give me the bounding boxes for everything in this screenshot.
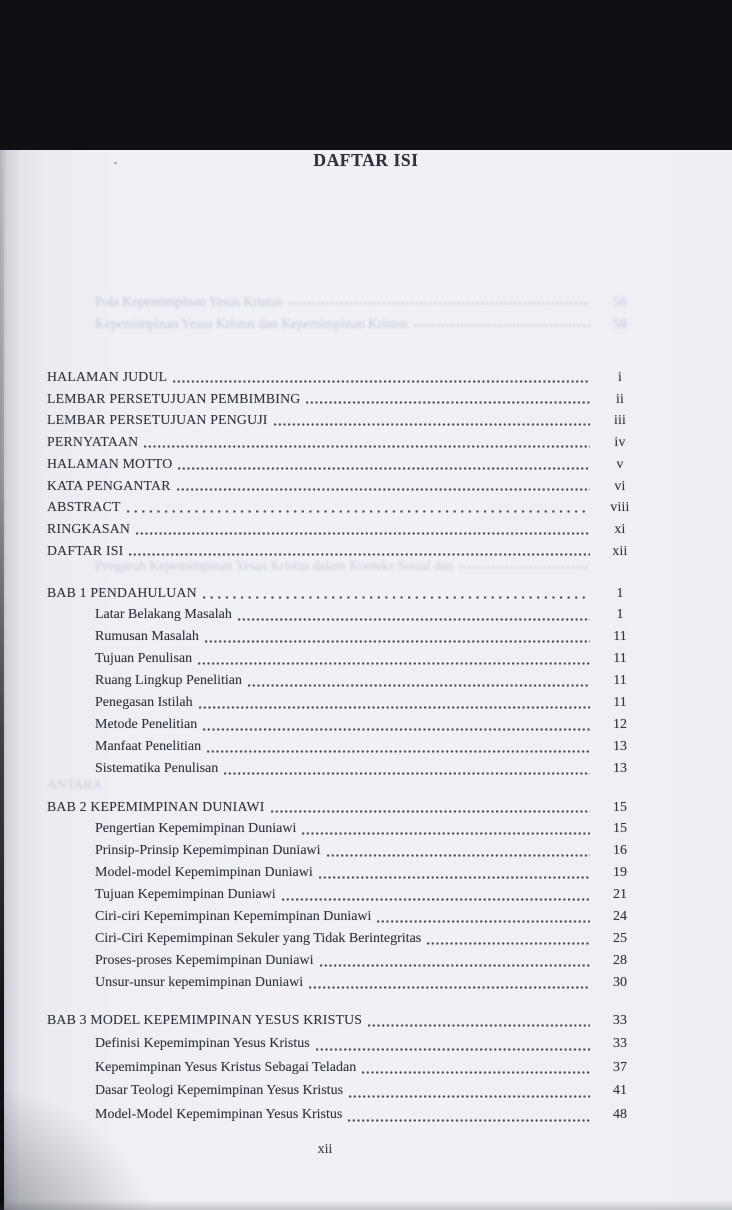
page-number: 37 <box>613 1059 627 1075</box>
toc-row <box>47 950 642 972</box>
dot-leader <box>427 941 590 946</box>
toc-entry-label: Sistematika Penulisan <box>95 761 219 777</box>
toc-row <box>47 928 642 950</box>
chapter-heading-row <box>47 582 642 604</box>
page-number: 28 <box>613 953 627 969</box>
chapter-heading-label: BAB 1 PENDAHULUAN <box>47 585 197 601</box>
page-number: 24 <box>613 909 627 925</box>
chapter-heading-row <box>47 796 642 818</box>
toc-entry-label: Tujuan Penulisan <box>95 651 193 667</box>
chapter-section <box>47 1008 642 1127</box>
toc-entry-label: Metode Penelitian <box>95 717 198 733</box>
page-number: i <box>617 369 623 384</box>
page-number: 1 <box>616 607 624 623</box>
toc-row <box>47 431 642 453</box>
dot-leader <box>199 705 590 710</box>
page-number: 13 <box>613 761 627 777</box>
toc-entry-label: HALAMAN JUDUL <box>47 369 168 384</box>
toc-entry-label: LEMBAR PERSETUJUAN PENGUJI <box>47 412 268 428</box>
toc-row <box>47 409 642 431</box>
bleedthrough-text: Kepemimpinan Yesus Kristus dan Kepemimpinan Kristen <box>95 316 408 331</box>
page-number: 1 <box>616 585 624 601</box>
toc-row <box>47 475 642 497</box>
page-number: 19 <box>613 865 627 881</box>
toc-row <box>47 670 642 692</box>
toc-entry-label: Ciri-ciri Kepemimpinan Kepemimpinan Duniawi <box>95 909 372 925</box>
dot-leader <box>127 509 590 514</box>
dot-leader <box>362 1070 590 1075</box>
bleedthrough-text: Pola Kepemimpinan Yesus Kristus <box>95 294 283 309</box>
toc-row <box>47 540 642 562</box>
bleedthrough-text: ANTARA <box>47 777 103 792</box>
toc-entry-label: Proses-proses Kepemimpinan Duniawi <box>95 953 314 969</box>
bleedthrough-page-number: 56 <box>613 294 627 309</box>
toc-row <box>47 758 642 780</box>
toc-entry-label: Prinsip-Prinsip Kepemimpinan Duniawi <box>95 843 321 859</box>
toc-entry-label: Penegasan Istilah <box>95 695 193 711</box>
page-number: iv <box>614 434 626 450</box>
footer-page-number: xii <box>317 1142 333 1157</box>
toc-row <box>47 906 642 928</box>
toc-row <box>47 604 642 626</box>
chapter-section <box>47 796 642 994</box>
page-number: 13 <box>613 739 627 755</box>
dot-leader <box>224 771 590 776</box>
page-number: vi <box>614 477 626 493</box>
page-number: 48 <box>613 1107 627 1123</box>
toc-row <box>47 518 642 540</box>
toc-entry-label: Dasar Teologi Kepemimpinan Yesus Kristus <box>95 1083 344 1099</box>
page-number: 25 <box>613 931 627 947</box>
dot-leader <box>205 639 590 644</box>
dot-leader <box>282 897 590 902</box>
toc-entry-label: Unsur-unsur kepemimpinan Duniawi <box>95 975 304 991</box>
page-number: 41 <box>613 1083 627 1099</box>
dot-leader <box>207 749 590 754</box>
page-sheet <box>0 150 732 1210</box>
toc-entry-label: Model-Model Kepemimpinan Yesus Kristus <box>95 1107 343 1123</box>
dot-leader <box>198 661 590 666</box>
page-number: 12 <box>613 717 627 733</box>
toc-row <box>47 840 642 862</box>
page-number: 30 <box>613 975 627 991</box>
dot-leader <box>203 727 590 732</box>
dot-leader <box>368 1023 590 1028</box>
page-number: 33 <box>612 1012 628 1028</box>
toc-row <box>47 1056 642 1080</box>
dot-leader <box>316 1047 590 1052</box>
dot-leader <box>320 963 590 968</box>
bleedthrough-line <box>95 294 642 310</box>
toc-entry-label: Pengertian Kepemimpinan Duniawi <box>95 821 297 837</box>
chapter-heading-label: BAB 2 KEPEMIMPINAN DUNIAWI <box>47 799 265 815</box>
chapter-section <box>47 582 642 780</box>
dot-leader <box>203 595 590 600</box>
dot-leader <box>248 683 590 688</box>
page-number: v <box>616 455 624 471</box>
toc-entry-label: Rumusan Masalah <box>95 629 199 645</box>
page-number: 33 <box>613 1036 627 1052</box>
page-title: DAFTAR ISI <box>313 150 419 170</box>
toc-row <box>47 736 642 758</box>
toc-entry-label: DAFTAR ISI <box>47 542 124 558</box>
toc-row <box>47 1079 642 1103</box>
toc-entry-label: Tujuan Kepemimpinan Duniawi <box>95 887 276 903</box>
dot-leader <box>238 617 590 622</box>
dot-leader <box>306 400 590 405</box>
toc-entry-label: KATA PENGANTAR <box>47 477 171 493</box>
toc-entry-label: Definisi Kepemimpinan Yesus Kristus <box>95 1036 310 1052</box>
page-number: 21 <box>613 887 627 903</box>
front-matter-list <box>47 366 642 561</box>
toc-row <box>47 453 642 475</box>
page-number: viii <box>610 499 630 515</box>
dot-leader <box>129 552 590 557</box>
page-number: 15 <box>613 821 627 837</box>
toc-row <box>47 714 642 736</box>
toc-entry-label: Kepemimpinan Yesus Kristus Sebagai Teladan <box>95 1059 357 1075</box>
dot-leader <box>377 919 590 924</box>
toc-entry-label: Ruang Lingkup Penelitian <box>95 673 242 689</box>
toc-row <box>47 1103 642 1127</box>
dot-leader <box>349 1094 590 1099</box>
dot-leader <box>302 831 590 836</box>
toc-entry-label: Manfaat Penelitian <box>95 739 202 755</box>
page-number: 11 <box>613 673 627 689</box>
toc-row <box>47 1032 642 1056</box>
page-number: 11 <box>613 651 627 667</box>
dot-leader <box>178 466 590 471</box>
toc-row <box>47 366 642 388</box>
dot-leader <box>348 1118 590 1123</box>
toc-row <box>47 626 642 648</box>
dust-speck <box>114 162 117 164</box>
dot-leader <box>271 809 590 814</box>
dot-leader <box>309 985 590 990</box>
bleedthrough-page-number: 58 <box>613 316 627 331</box>
toc-entry-label: HALAMAN MOTTO <box>47 455 173 471</box>
toc-row <box>47 884 642 906</box>
dot-leader <box>319 875 590 880</box>
toc-entry-label: RINGKASAN <box>47 520 131 536</box>
dot-leader <box>136 531 590 536</box>
toc-entry-label: Model-model Kepemimpinan Duniawi <box>95 865 313 881</box>
toc-row <box>47 648 642 670</box>
toc-entry-label: Ciri-Ciri Kepemimpinan Sekuler yang Tidak Berintegritas <box>95 931 422 947</box>
dot-leader <box>274 422 590 427</box>
toc-entry-label: Latar Belakang Masalah <box>95 607 232 623</box>
toc-row <box>47 692 642 714</box>
dot-leader <box>289 301 590 306</box>
toc-row <box>47 388 642 410</box>
chapters-list <box>47 582 642 1127</box>
page-number: ii <box>615 390 625 406</box>
dot-leader <box>177 487 590 492</box>
page-number: 11 <box>613 629 627 645</box>
dot-leader <box>173 379 590 384</box>
toc-row <box>47 496 642 518</box>
page-number: iii <box>613 412 627 428</box>
toc-row <box>47 862 642 884</box>
page-number: 16 <box>613 843 627 859</box>
toc-row <box>47 818 642 840</box>
dot-leader <box>144 444 590 449</box>
toc-entry-label: PERNYATAAN <box>47 434 139 450</box>
table-of-contents <box>47 322 642 1127</box>
toc-entry-label: ABSTRACT <box>47 499 121 515</box>
page-number: 11 <box>613 695 627 711</box>
chapter-heading-row <box>47 1008 642 1032</box>
toc-entry-label: LEMBAR PERSETUJUAN PEMBIMBING <box>47 390 301 406</box>
page-number: xi <box>614 520 626 536</box>
page-number: 15 <box>612 799 628 815</box>
page-number: xii <box>612 542 628 558</box>
chapter-heading-label: BAB 3 MODEL KEPEMIMPINAN YESUS KRISTUS <box>47 1012 363 1028</box>
dot-leader <box>327 853 590 858</box>
toc-row <box>47 972 642 994</box>
bleedthrough-text: Pengaruh Kepemimpinan Yesus Kristus dalam Konteks Sosial dan <box>95 558 454 573</box>
